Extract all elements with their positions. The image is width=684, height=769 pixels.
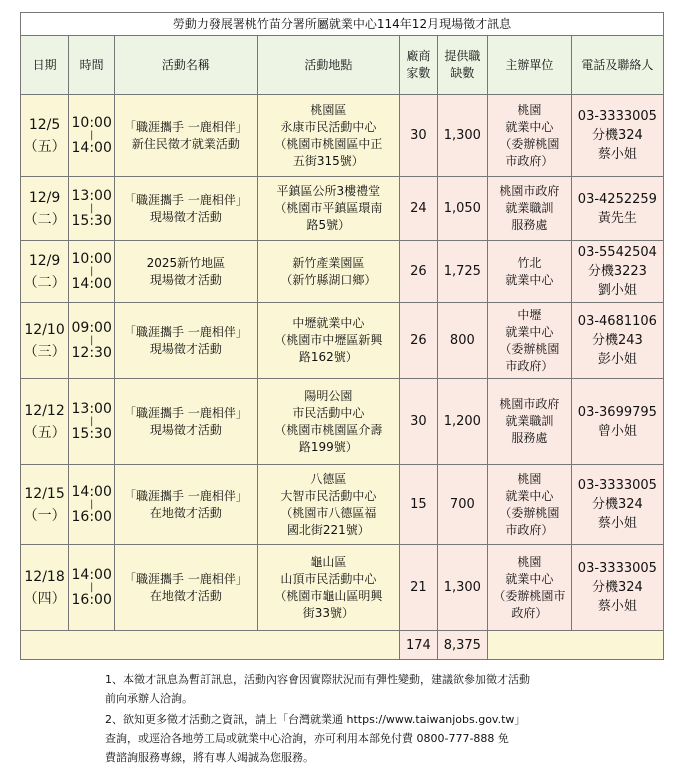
- cell-contact-line: 曾小姐: [597, 423, 637, 439]
- cell-contact-line: 03-5542504: [577, 245, 657, 260]
- cell-time-line: 12:30: [71, 344, 112, 361]
- table-row: [21, 95, 664, 177]
- cell-time-line: 13:00: [71, 400, 112, 417]
- cell-organizer-line: 中壢: [517, 307, 542, 322]
- cell-contact-line: 03-4681106: [577, 314, 657, 329]
- cell-time-line: 13:00: [71, 187, 112, 204]
- cell-time: [69, 465, 115, 545]
- cell-date: [21, 379, 69, 465]
- time-separator: |: [90, 202, 94, 214]
- totals-blank-right: [487, 631, 663, 660]
- cell-contact-line: 03-4252259: [577, 191, 657, 207]
- note-item: [105, 670, 585, 708]
- cell-organizer: [487, 545, 571, 631]
- cell-date: [21, 241, 69, 303]
- cell-time: [69, 241, 115, 303]
- cell-contact: [571, 545, 663, 631]
- cell-contact-line: 彭小姐: [597, 352, 637, 367]
- cell-place-line: 陽明公園: [304, 388, 353, 403]
- cell-organizer-line: （委辦桃園市: [493, 588, 566, 603]
- cell-contact-line: 黃先生: [597, 210, 637, 226]
- cell-jobs: 1,050: [437, 177, 487, 241]
- cell-place-line: （桃園市桃園區介壽: [274, 422, 383, 437]
- cell-place-line: 市民活動中心: [292, 405, 365, 420]
- cell-time-line: 16:00: [71, 591, 112, 608]
- cell-organizer-line: 桃園: [517, 554, 542, 569]
- cell-contact-line: 03-3699795: [577, 404, 657, 420]
- header-place: 活動地點: [257, 36, 399, 95]
- total-jobs: 8,375: [437, 631, 487, 660]
- cell-companies: 24: [400, 177, 438, 241]
- header-companies: 廠商家數: [400, 36, 438, 95]
- cell-place-line: （新竹縣湖口鄉）: [280, 272, 377, 287]
- cell-contact: [571, 303, 663, 379]
- cell-companies: 15: [400, 465, 438, 545]
- cell-companies: 21: [400, 545, 438, 631]
- cell-place-line: （桃園市桃園區中正: [274, 136, 383, 151]
- cell-organizer-line: 市政府）: [505, 358, 554, 373]
- table-row: [21, 379, 664, 465]
- table-row: [21, 465, 664, 545]
- cell-companies: 30: [400, 95, 438, 177]
- recruitment-schedule: [20, 12, 664, 660]
- cell-organizer-line: 就業中心: [505, 571, 554, 586]
- cell-contact-line: 蔡小姐: [597, 516, 637, 531]
- cell-place-line: 桃園區: [310, 102, 347, 117]
- cell-place-line: （桃園市平鎮區環南: [274, 201, 383, 215]
- cell-time-line: 15:30: [71, 212, 112, 229]
- cell-place-line: （桃園市八德區福: [280, 505, 377, 520]
- cell-date-line: （四）: [23, 590, 66, 607]
- footnotes: [105, 670, 585, 769]
- note-line: 2、欲知更多徵才活動之資訊，請上「台灣就業通 https://www.taiwanjobs.gov.tw」: [105, 713, 526, 726]
- totals-row: [21, 631, 664, 660]
- cell-name-line: 現場徵才活動: [149, 209, 222, 224]
- cell-name-line: 在地徵才活動: [149, 588, 222, 603]
- cell-organizer-line: （委辦桃園: [499, 505, 560, 520]
- note-line: 1、本徵才訊息為暫訂訊息，活動內容會因實際狀況而有彈性變動，建議欲參加徵才活動: [105, 673, 530, 686]
- header-organizer: 主辦單位: [487, 36, 571, 95]
- cell-name-line: 「職涯攜手 一鹿相伴」: [124, 192, 248, 207]
- recruitment-table: [20, 12, 664, 660]
- cell-contact-line: 蔡小姐: [597, 599, 637, 614]
- cell-date-line: （二）: [23, 211, 66, 228]
- cell-date-line: 12/15: [24, 485, 65, 502]
- header-contact: 電話及聯絡人: [571, 36, 663, 95]
- cell-name-line: 在地徵才活動: [149, 505, 222, 520]
- cell-name: [115, 241, 257, 303]
- cell-contact-line: 蔡小姐: [597, 147, 637, 162]
- cell-date: [21, 177, 69, 241]
- cell-contact: [571, 241, 663, 303]
- cell-date-line: 12/10: [24, 321, 65, 338]
- table-title: 勞動力發展署桃竹苗分署所屬就業中心114年12月現場徵才訊息: [21, 13, 664, 36]
- cell-date: [21, 303, 69, 379]
- cell-companies: 26: [400, 303, 438, 379]
- header-jobs: 提供職缺數: [437, 36, 487, 95]
- cell-organizer-line: 竹北: [517, 255, 542, 270]
- cell-organizer-line: 就業中心: [505, 272, 554, 287]
- cell-organizer: [487, 95, 571, 177]
- time-separator: |: [90, 581, 94, 593]
- cell-time-line: 14:00: [71, 139, 112, 156]
- cell-name-line: 「職涯攜手 一鹿相伴」: [124, 119, 248, 134]
- cell-time: [69, 545, 115, 631]
- cell-date-line: 12/9: [28, 189, 61, 206]
- cell-name-line: 現場徵才活動: [149, 422, 222, 437]
- cell-contact-line: 分機324: [591, 497, 643, 512]
- cell-companies: 26: [400, 241, 438, 303]
- cell-contact-line: 分機243: [591, 333, 643, 348]
- cell-time-line: 14:00: [71, 483, 112, 500]
- cell-contact-line: 分機324: [591, 128, 643, 143]
- cell-name-line: 「職涯攜手 一鹿相伴」: [124, 571, 248, 586]
- cell-organizer-line: （委辦桃園: [499, 136, 560, 151]
- cell-organizer: [487, 303, 571, 379]
- cell-date-line: （五）: [23, 424, 66, 441]
- total-companies: 174: [400, 631, 438, 660]
- note-line: 查詢，或逕洽各地勞工局或就業中心洽詢，亦可利用本部免付費 0800-777-888 免: [105, 732, 509, 745]
- cell-organizer-line: 服務處: [511, 431, 548, 445]
- cell-place: [257, 379, 399, 465]
- cell-date: [21, 465, 69, 545]
- cell-contact-line: 分機324: [591, 580, 643, 595]
- cell-time: [69, 177, 115, 241]
- cell-name-line: 新住民徵才就業活動: [131, 136, 240, 151]
- cell-place: [257, 241, 399, 303]
- cell-time-line: 16:00: [71, 508, 112, 525]
- cell-date-line: （二）: [23, 274, 66, 291]
- cell-place-line: 大智市民活動中心: [280, 488, 377, 503]
- cell-name-line: 現場徵才活動: [149, 341, 222, 356]
- cell-place-line: 平鎮區公所3樓禮堂: [276, 184, 381, 198]
- cell-organizer-line: 政府）: [511, 605, 548, 620]
- cell-place-line: 中壢就業中心: [292, 316, 365, 330]
- cell-companies: 30: [400, 379, 438, 465]
- cell-place: [257, 95, 399, 177]
- cell-jobs: 1,200: [437, 379, 487, 465]
- cell-time-line: 10:00: [71, 250, 112, 267]
- cell-name: [115, 303, 257, 379]
- cell-contact: [571, 379, 663, 465]
- cell-place: [257, 545, 399, 631]
- cell-place-line: （桃園市龜山區明興: [274, 588, 383, 603]
- cell-organizer-line: 就業中心: [505, 119, 554, 134]
- cell-organizer-line: （委辦桃園: [499, 341, 560, 356]
- cell-time: [69, 95, 115, 177]
- cell-jobs: 1,300: [437, 95, 487, 177]
- table-row: [21, 545, 664, 631]
- cell-jobs: 700: [437, 465, 487, 545]
- cell-organizer-line: 桃園市政府: [499, 184, 560, 198]
- table-row: [21, 241, 664, 303]
- header-date: 日期: [21, 36, 69, 95]
- table-row: [21, 303, 664, 379]
- cell-contact: [571, 95, 663, 177]
- cell-organizer: [487, 177, 571, 241]
- time-separator: |: [90, 415, 94, 427]
- cell-organizer-line: 就業中心: [505, 488, 554, 503]
- cell-contact: [571, 465, 663, 545]
- cell-date-line: （五）: [23, 138, 66, 155]
- cell-organizer: [487, 465, 571, 545]
- cell-date-line: （三）: [23, 343, 66, 360]
- cell-place-line: 新竹產業園區: [292, 255, 365, 270]
- cell-contact-line: 劉小姐: [597, 283, 637, 298]
- cell-date: [21, 95, 69, 177]
- header-name: 活動名稱: [115, 36, 257, 95]
- cell-contact-line: 03-3333005: [577, 561, 657, 576]
- time-separator: |: [90, 498, 94, 510]
- cell-name: [115, 177, 257, 241]
- cell-contact-line: 03-3333005: [577, 478, 657, 493]
- cell-name: [115, 545, 257, 631]
- time-separator: |: [90, 265, 94, 277]
- cell-date-line: 12/18: [24, 568, 65, 585]
- cell-place-line: 八德區: [310, 471, 347, 486]
- cell-place: [257, 303, 399, 379]
- cell-time-line: 14:00: [71, 275, 112, 292]
- cell-organizer-line: 就業職訓: [505, 414, 554, 428]
- cell-time-line: 15:30: [71, 425, 112, 442]
- cell-date-line: （一）: [23, 507, 66, 524]
- cell-name-line: 「職涯攜手 一鹿相伴」: [124, 324, 248, 339]
- cell-organizer: [487, 379, 571, 465]
- cell-place: [257, 177, 399, 241]
- cell-place-line: 五街315號）: [292, 153, 364, 168]
- cell-date: [21, 545, 69, 631]
- cell-contact-line: 分機3223: [587, 264, 647, 279]
- cell-place: [257, 465, 399, 545]
- time-separator: |: [90, 129, 94, 141]
- cell-name: [115, 465, 257, 545]
- cell-place-line: 路199號）: [298, 439, 358, 454]
- cell-organizer-line: 就業職訓: [505, 201, 554, 215]
- cell-jobs: 800: [437, 303, 487, 379]
- note-item: [105, 710, 585, 767]
- cell-contact: [571, 177, 663, 241]
- time-separator: |: [90, 334, 94, 346]
- cell-place-line: 永康市民活動中心: [280, 119, 377, 134]
- note-line: 費諮詢服務專線，將有專人竭誠為您服務。: [105, 751, 314, 764]
- cell-contact-line: 03-3333005: [577, 109, 657, 124]
- cell-place-line: 山頂市民活動中心: [280, 571, 377, 586]
- cell-time-line: 14:00: [71, 566, 112, 583]
- cell-name: [115, 379, 257, 465]
- note-line: 前向承辦人洽詢。: [105, 692, 193, 705]
- totals-blank: [21, 631, 400, 660]
- cell-place-line: 國北街221號）: [286, 522, 370, 537]
- cell-name: [115, 95, 257, 177]
- cell-place-line: 龜山區: [310, 554, 347, 569]
- header-row: [21, 36, 664, 95]
- cell-time: [69, 303, 115, 379]
- cell-organizer-line: 桃園: [517, 471, 542, 486]
- cell-organizer-line: 桃園: [517, 102, 542, 117]
- cell-time-line: 09:00: [71, 319, 112, 336]
- cell-organizer-line: 服務處: [511, 218, 548, 232]
- cell-date-line: 12/12: [24, 402, 65, 419]
- cell-organizer-line: 桃園市政府: [499, 397, 560, 411]
- cell-place-line: 路162號）: [298, 350, 358, 364]
- cell-time-line: 10:00: [71, 114, 112, 131]
- cell-jobs: 1,725: [437, 241, 487, 303]
- header-time: 時間: [69, 36, 115, 95]
- cell-name-line: 「職涯攜手 一鹿相伴」: [124, 488, 248, 503]
- cell-place-line: 街33號）: [302, 605, 354, 620]
- cell-place-line: 路5號）: [306, 218, 351, 232]
- cell-place-line: （桃園市中壢區新興: [274, 333, 383, 347]
- cell-organizer-line: 市政府）: [505, 153, 554, 168]
- cell-name-line: 「職涯攜手 一鹿相伴」: [124, 405, 248, 420]
- cell-date-line: 12/5: [28, 116, 61, 133]
- table-row: [21, 177, 664, 241]
- cell-date-line: 12/9: [28, 252, 61, 269]
- cell-organizer-line: 市政府）: [505, 522, 554, 537]
- cell-name-line: 現場徵才活動: [149, 272, 222, 287]
- cell-time: [69, 379, 115, 465]
- cell-organizer-line: 就業中心: [505, 324, 554, 339]
- cell-organizer: [487, 241, 571, 303]
- cell-jobs: 1,300: [437, 545, 487, 631]
- cell-name-line: 2025新竹地區: [146, 255, 226, 270]
